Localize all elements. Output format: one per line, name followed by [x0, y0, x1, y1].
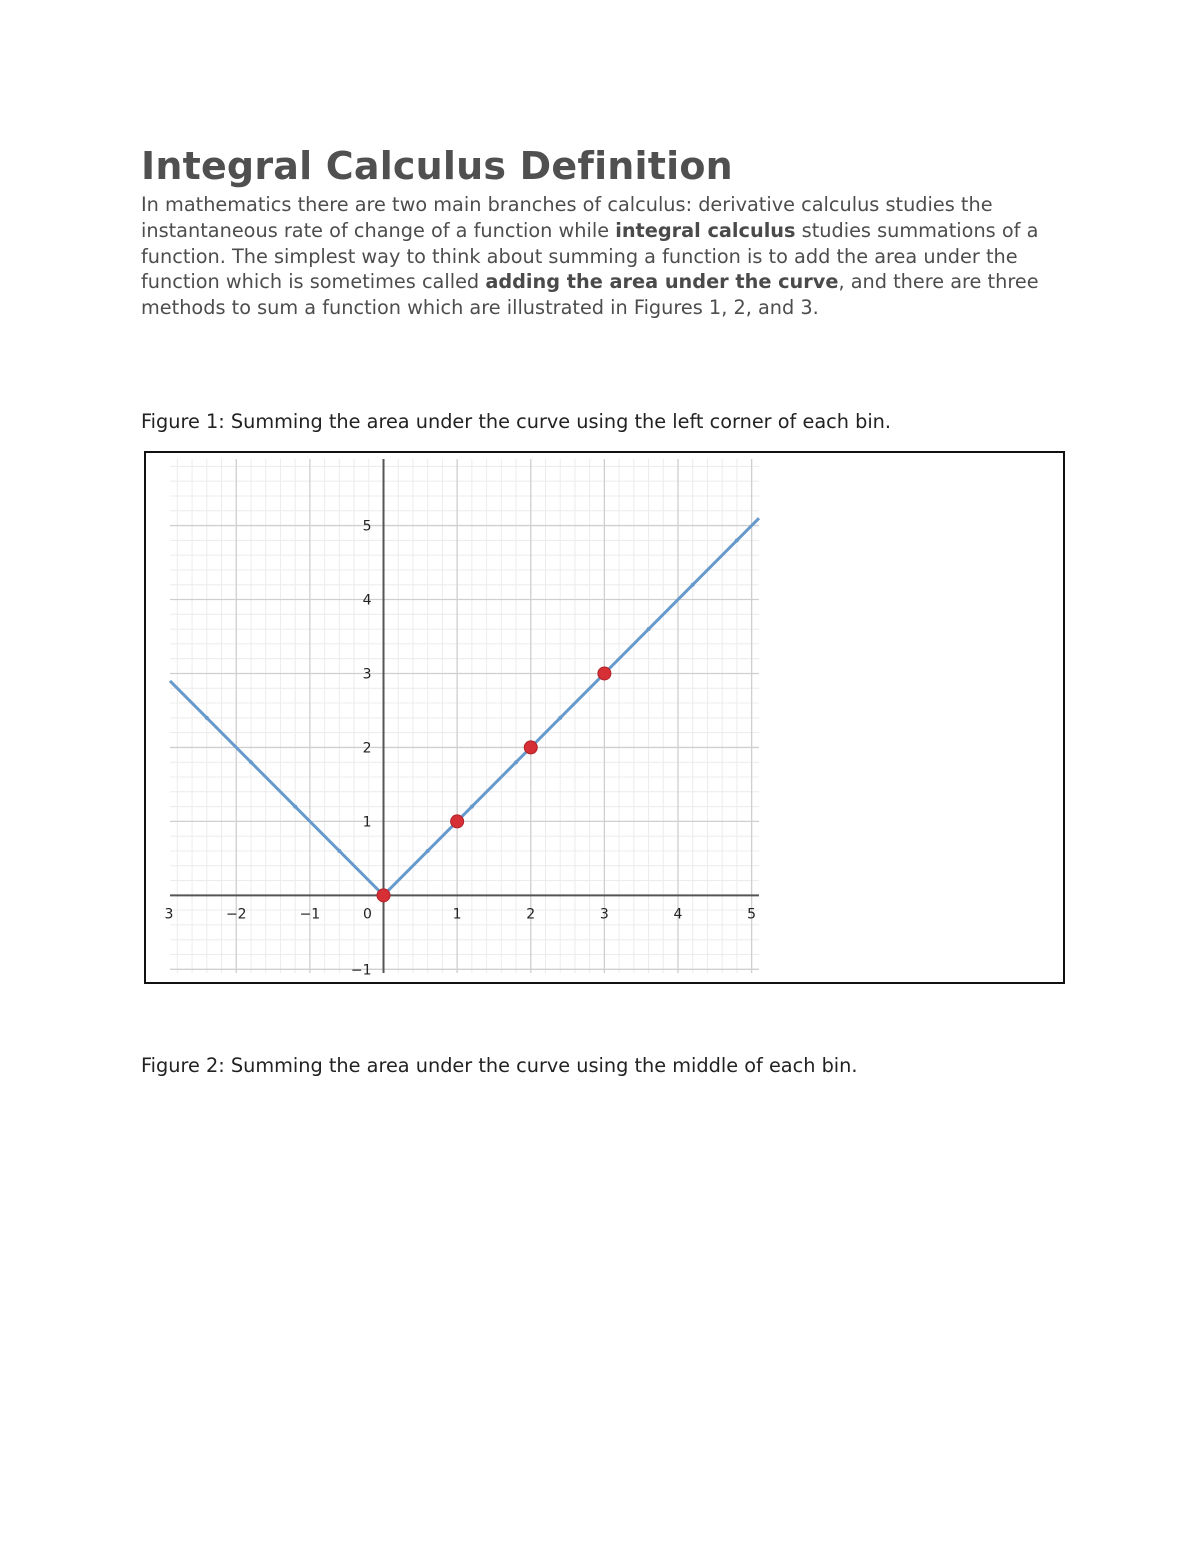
curve-marker: [514, 760, 518, 764]
figure-1-caption: Figure 1: Summing the area under the curve using the left corner of each bin.: [141, 410, 892, 433]
page-title: Integral Calculus Definition: [141, 144, 733, 188]
y-tick-label: 3: [362, 666, 372, 683]
curve-marker: [249, 760, 253, 764]
figure-1-frame: [144, 451, 1065, 984]
figure-1-chart: [146, 453, 1063, 982]
y-tick-label: −1: [350, 962, 372, 979]
axes: [170, 459, 759, 973]
x-tick-label: 3: [164, 906, 174, 923]
figure-2-caption: Figure 2: Summing the area under the curve using the middle of each bin.: [141, 1054, 858, 1077]
x-tick-label: 2: [526, 906, 536, 923]
curve-marker: [293, 805, 297, 809]
intro-text-2: studies summations of a function. The simplest way to think about summing a function is to add the area under the function which is sometimes called: [141, 218, 1039, 294]
curve-marker: [470, 805, 474, 809]
x-tick-label: 4: [673, 906, 683, 923]
curve-marker: [558, 716, 562, 720]
curve-marker: [735, 538, 739, 542]
sample-point: [377, 889, 390, 902]
curve-marker: [647, 627, 651, 631]
y-tick-label: 4: [362, 592, 372, 609]
x-tick-label: 0: [363, 906, 372, 923]
x-tick-label: −2: [225, 906, 247, 923]
curve-marker: [691, 583, 695, 587]
intro-paragraph: [141, 192, 1066, 321]
intro-bold-integral-calculus: integral calculus: [615, 218, 796, 242]
function-curve: [170, 518, 759, 897]
sample-point: [451, 815, 464, 828]
intro-text-3: , and there are three methods to sum a function which are illustrated in Figures 1, 2, and 3.: [141, 270, 1039, 320]
y-tick-label: 1: [362, 814, 372, 831]
intro-text-1: In mathematics there are two main branches of calculus: derivative calculus studies the instantaneous rate of change of a function while: [141, 193, 993, 242]
x-tick-label: 3: [599, 906, 609, 923]
x-tick-label: 1: [452, 906, 462, 923]
curve-marker: [426, 849, 430, 853]
x-tick-label: 5: [747, 906, 757, 923]
y-tick-label: 2: [362, 740, 372, 757]
sample-point: [524, 741, 537, 754]
x-tick-label: −1: [299, 906, 321, 923]
function-line: [170, 518, 759, 895]
y-tick-label: 5: [362, 518, 372, 535]
intro-bold-area-under-curve: adding the area under the curve: [485, 270, 839, 294]
sample-point: [598, 667, 611, 680]
curve-marker: [205, 716, 209, 720]
tick-labels: [165, 519, 757, 979]
curve-marker: [337, 849, 341, 853]
